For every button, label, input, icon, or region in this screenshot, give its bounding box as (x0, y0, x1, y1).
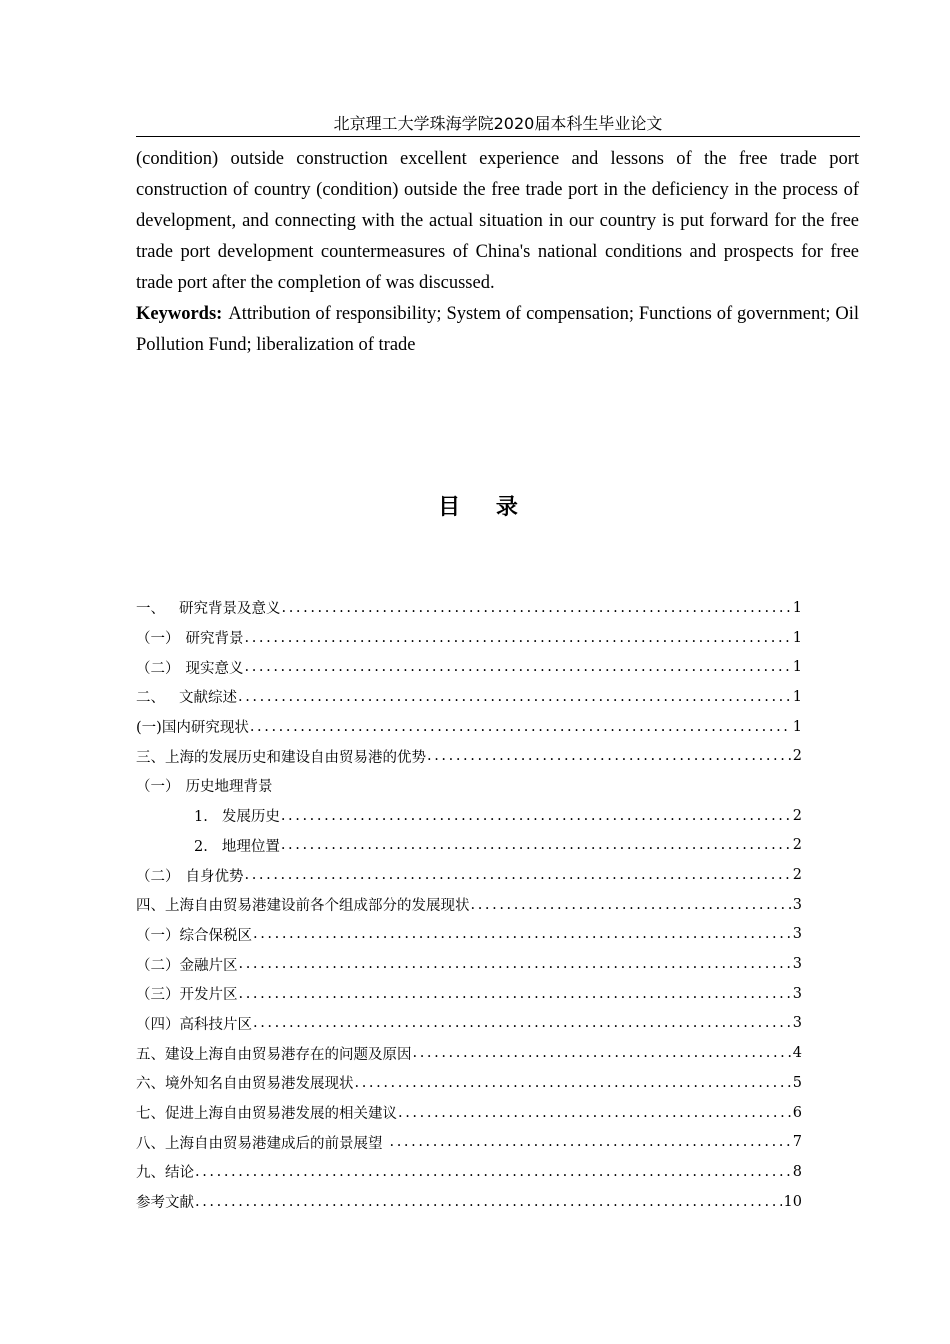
toc-entry[interactable] (136, 593, 802, 623)
toc-entry[interactable] (136, 682, 802, 712)
toc-entry-text: 金融片区 (179, 957, 238, 974)
toc-entry-page: 1 (792, 629, 802, 646)
toc-entry-number: 四、 (136, 898, 165, 915)
toc-entry-page: 5 (792, 1074, 802, 1091)
toc-entry-number: 1. (194, 809, 208, 826)
toc-entry-number: 一、 (136, 601, 165, 618)
keywords-line (136, 299, 859, 361)
toc-entry-page: 4 (792, 1045, 802, 1062)
toc-entry-page: 8 (792, 1163, 802, 1180)
toc-entry-page: 10 (783, 1193, 802, 1210)
toc-entry-number: 九、 (136, 1165, 165, 1182)
toc-entry[interactable] (136, 831, 802, 861)
toc-entry-page: 2 (792, 867, 802, 884)
toc-leader-dots (244, 630, 791, 646)
toc-entry-number: （一） (136, 631, 180, 648)
toc-entry-text: 研究背景 (185, 631, 244, 648)
toc-entry-text: 参考文献 (136, 1195, 194, 1212)
page-header: 北京理工大学珠海学院2020届本科生毕业论文 (136, 112, 860, 137)
toc-entry[interactable] (136, 623, 802, 653)
toc-entry-page: 3 (792, 1015, 802, 1032)
toc-leader-dots (238, 956, 791, 972)
toc-entry-text: 国内研究现状 (161, 720, 249, 737)
toc-entry-text: 地理位置 (221, 838, 280, 855)
toc-entry-page: 1 (792, 718, 802, 735)
toc-entry-text: 建设上海自由贸易港存在的问题及原因 (165, 1046, 412, 1063)
toc-entry[interactable] (136, 949, 802, 979)
toc-leader-dots (426, 748, 791, 764)
keywords-label: Keywords: (136, 304, 223, 324)
toc-leader-dots (244, 867, 791, 883)
toc-leader-dots (354, 1075, 791, 1091)
toc-entry-number: 二、 (136, 690, 165, 707)
toc-entry-number: （二） (136, 660, 180, 677)
toc-entry[interactable] (136, 801, 802, 831)
toc-leader-dots (194, 1194, 782, 1210)
toc-entry-page: 3 (792, 956, 802, 973)
toc-leader-dots (249, 719, 791, 735)
toc-entry[interactable] (136, 771, 802, 801)
toc-leader-dots (280, 837, 791, 853)
toc-entry-number: （二） (136, 957, 180, 974)
toc-entry-page: 1 (792, 659, 802, 676)
toc-leader-dots (194, 1164, 791, 1180)
toc-entry-text: 综合保税区 (179, 927, 252, 944)
toc-entry[interactable] (136, 652, 802, 682)
toc-entry[interactable] (136, 1038, 802, 1068)
toc-leader-dots (397, 1105, 791, 1121)
toc-entry-number: 五、 (136, 1046, 165, 1063)
toc-leader-dots (244, 659, 791, 675)
toc-entry-page: 7 (792, 1134, 802, 1151)
toc-entry[interactable] (136, 741, 802, 771)
toc-entry-page: 1 (792, 688, 802, 705)
toc-entry-page: 3 (792, 985, 802, 1002)
toc-leader-dots (237, 689, 791, 705)
toc-leader-dots (389, 1134, 791, 1150)
toc-entry-number: （一） (136, 927, 180, 944)
toc-entry-page: 1 (792, 599, 802, 616)
toc-entry-number: （二） (136, 868, 180, 885)
toc-entry-number: 七、 (136, 1106, 165, 1123)
toc-entry[interactable] (136, 860, 802, 890)
toc-entry-text: 发展历史 (221, 809, 280, 826)
toc-entry-number: 2. (194, 838, 208, 855)
toc-leader-dots (412, 1045, 791, 1061)
toc-entry[interactable] (136, 1098, 802, 1128)
toc-entry-text: 现实意义 (185, 660, 244, 677)
toc-entry-number: （一） (136, 779, 180, 796)
toc-entry-number: 三、 (136, 749, 165, 766)
toc-entry-number: 八、 (136, 1135, 165, 1152)
toc-entry[interactable] (136, 712, 802, 742)
toc-entry-page: 2 (792, 837, 802, 854)
abstract-paragraph: (condition) outside construction excellent experience and lessons of the free trade port construction of country (condition) outside the free trade port in the deficiency in the process of development, and connecting with the actual situation in our country is put forward for the free trade port development countermeasures of China's national conditions and prospects for free trade port after the completion of was discussed. (136, 149, 859, 293)
table-of-contents (136, 593, 802, 1216)
toc-entry-page: 3 (792, 926, 802, 943)
toc-title: 目 录 (438, 494, 532, 520)
toc-leader-dots (470, 897, 791, 913)
toc-leader-dots (280, 808, 791, 824)
toc-leader-dots (252, 926, 791, 942)
toc-entry[interactable] (136, 979, 802, 1009)
toc-entry[interactable] (136, 1068, 802, 1098)
toc-entry[interactable] (136, 890, 802, 920)
toc-entry-text: 研究背景及意义 (179, 601, 281, 618)
toc-entry-text: 开发片区 (179, 987, 238, 1004)
toc-entry[interactable] (136, 1009, 802, 1039)
toc-entry-text: 促进上海自由贸易港发展的相关建议 (165, 1106, 397, 1123)
toc-entry-text: 境外知名自由贸易港发展现状 (165, 1076, 354, 1093)
toc-entry-text: 历史地理背景 (185, 779, 273, 796)
toc-entry[interactable] (136, 1187, 802, 1217)
keywords-text: Attribution of responsibility; System of compensation; Functions of government; Oil Pollution Fund; liberalization of trade (136, 304, 859, 355)
toc-entry-number: （四） (136, 1016, 180, 1033)
toc-entry-page: 6 (792, 1104, 802, 1121)
toc-entry-number: 六、 (136, 1076, 165, 1093)
toc-entry-number: （三） (136, 987, 180, 1004)
toc-leader-dots (252, 1015, 791, 1031)
toc-entry-text: 结论 (165, 1165, 194, 1182)
toc-entry[interactable] (136, 1157, 802, 1187)
toc-entry-text: 上海的发展历史和建设自由贸易港的优势 (165, 749, 426, 766)
toc-entry-page: 2 (792, 748, 802, 765)
toc-leader-dots (281, 600, 791, 616)
toc-entry-page: 2 (792, 807, 802, 824)
toc-entry-text: 高科技片区 (179, 1016, 252, 1033)
toc-entry-text: 自身优势 (185, 868, 244, 885)
toc-entry-text: 上海自由贸易港建设前各个组成部分的发展现状 (165, 898, 470, 915)
toc-entry[interactable] (136, 920, 802, 950)
toc-entry-text: 文献综述 (179, 690, 237, 707)
toc-entry-number: (一) (136, 720, 162, 737)
toc-leader-dots (238, 986, 791, 1002)
toc-entry-page: 3 (792, 896, 802, 913)
toc-entry[interactable] (136, 1127, 802, 1157)
abstract-section (136, 144, 859, 361)
toc-entry-text: 上海自由贸易港建成后的前景展望 (165, 1135, 383, 1152)
